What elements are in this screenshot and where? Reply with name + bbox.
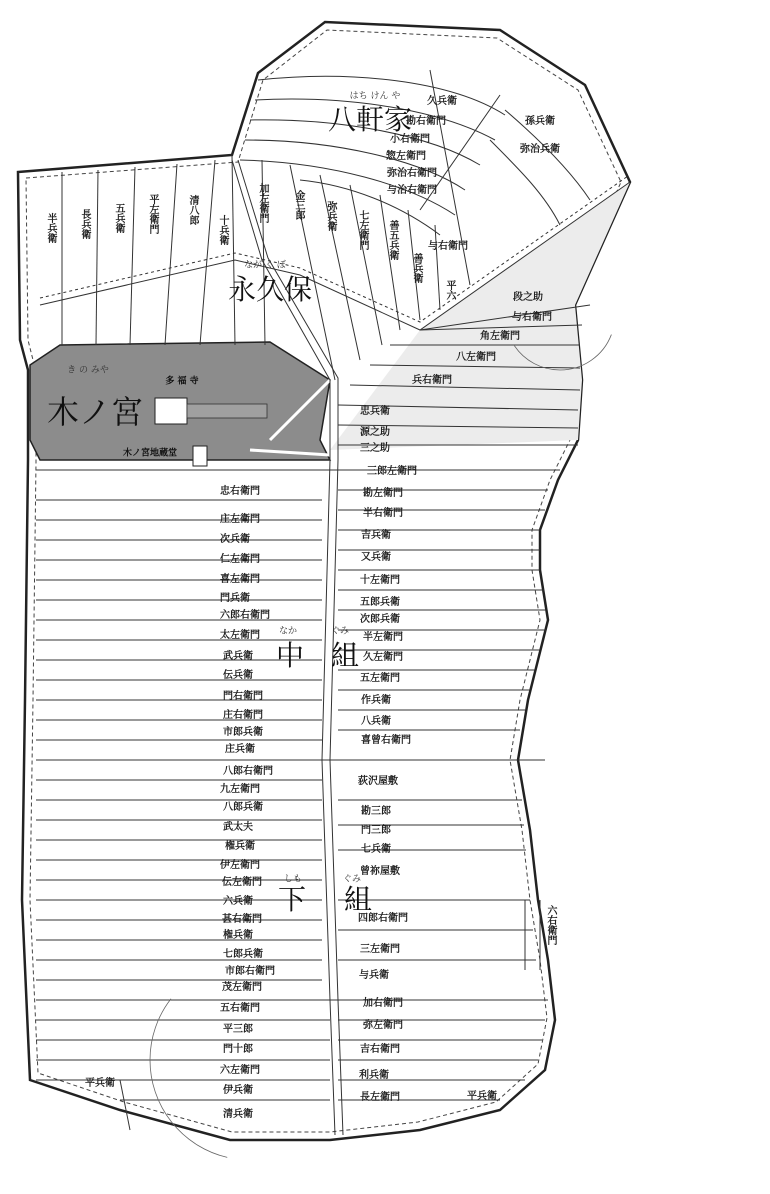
plot-label: 伝左衛門: [222, 877, 262, 888]
plot-label: 門十郎: [223, 1044, 253, 1055]
plot-label: 三郎左衛門: [367, 466, 417, 477]
plot-label: 惣左衛門: [386, 151, 426, 162]
plot-label: 伊兵衛: [223, 1085, 253, 1096]
plot-label: 又兵衛: [361, 552, 391, 563]
plot-label: 勘三郎: [361, 806, 391, 817]
plot-label: 久兵衛: [427, 96, 457, 107]
plot-label: 九左衛門: [220, 784, 260, 795]
plot-label: 十兵衛: [217, 215, 228, 245]
plot-label: 平兵衛: [85, 1078, 115, 1089]
plot-label: 八兵衛: [361, 716, 391, 727]
temple-grounds: [187, 404, 267, 418]
plot-label: 平左衛門: [147, 194, 158, 234]
plot-label: 伝兵衛: [223, 670, 253, 681]
jizo-hall-building: [193, 446, 207, 466]
plot-label: 七郎兵衛: [223, 949, 263, 960]
plot-label: 忠兵衛: [360, 406, 390, 417]
kinomiya-label: 木ノ宮: [46, 393, 144, 431]
plot-label: 吉右衛門: [360, 1044, 400, 1055]
plot-label: 久左衛門: [363, 652, 403, 663]
plot-label: 五兵衛: [113, 203, 124, 233]
nakagumi-label-2: 組: [330, 639, 360, 672]
plot-label: 権兵衛: [223, 930, 253, 941]
nakagumi-reading-1: なか: [278, 626, 298, 637]
plot-label: 六郎右衛門: [220, 610, 270, 621]
plot-label: 与治右衛門: [387, 185, 437, 196]
hachikenya-label: 八軒家: [327, 103, 413, 136]
plot-label: 長左衛門: [360, 1092, 400, 1103]
plot-label: 兵右衛門: [412, 375, 452, 386]
plot-label: 善兵衛: [411, 253, 422, 283]
plot-label: 清八郎: [187, 195, 198, 225]
plot-label: 庄兵衛: [225, 744, 255, 755]
plot-label: 八左衛門: [456, 352, 496, 363]
plot-label: 市郎兵衛: [223, 727, 263, 738]
plot-label: 市郎右衛門: [225, 966, 275, 977]
plot-label: 六右衛門: [545, 905, 556, 945]
plot-label: 孫兵衛: [525, 116, 555, 127]
plot-label: 作兵衛: [361, 695, 391, 706]
plot-label: 喜左衛門: [220, 574, 260, 585]
plot-label: 甚右衛門: [222, 914, 262, 925]
plot-label: 善五兵衛: [387, 220, 398, 260]
plot-label: 長兵衛: [79, 209, 90, 239]
plot-label: 五左衛門: [360, 673, 400, 684]
plot-label: 弥兵衛: [325, 201, 336, 231]
jizo-hall-label: 木ノ宮地蔵堂: [122, 448, 178, 459]
nakagumi-label-1: 中: [275, 639, 305, 672]
plot-label: 五右衛門: [220, 1003, 260, 1014]
plot-label: 与兵衛: [359, 970, 389, 981]
plot-label: 八郎兵衛: [223, 802, 263, 813]
plot-label: 武太夫: [223, 822, 253, 833]
plot-label: 忠右衛門: [220, 486, 260, 497]
plot-label: 清兵衛: [223, 1109, 253, 1120]
nakagumi-reading-2: ぐみ: [330, 626, 350, 637]
plot-label: 太左衛門: [220, 630, 260, 641]
plot-label: 弥治兵衛: [520, 144, 560, 155]
shimogumi-label-1: 下: [277, 883, 307, 916]
plot-label: 仁左衛門: [220, 554, 260, 565]
plot-label: 小右衛門: [390, 134, 430, 145]
nagakubo-label: 永久保: [227, 273, 313, 306]
plot-label: 半兵衛: [45, 213, 56, 243]
plot-label: 武兵衛: [223, 651, 253, 662]
plot-label: 半左衛門: [363, 632, 403, 643]
nagakubo-reading: なが く ぼ: [244, 260, 286, 271]
ogisawa-yashiki-label: 荻沢屋敷: [358, 776, 398, 787]
plot-label: 源之助: [360, 427, 390, 438]
plot-label: 茂左衛門: [222, 982, 262, 993]
plot-label: 与右衛門: [428, 241, 468, 252]
plot-label: 三之助: [360, 443, 390, 454]
kinomiya-reading: き の みや: [67, 365, 109, 376]
plot-label: 四郎右衛門: [358, 913, 408, 924]
plot-label: 三左衛門: [360, 944, 400, 955]
plot-label: 角左衛門: [480, 331, 520, 342]
plot-label: 加左衛門: [257, 183, 268, 223]
plot-label: 弥左衛門: [363, 1020, 403, 1031]
plot-label: 門右衛門: [223, 691, 263, 702]
plot-label: 平兵衛: [467, 1091, 497, 1102]
shimogumi-label-2: 組: [343, 883, 373, 916]
plot-label: 喜曾右衛門: [361, 735, 411, 746]
plot-label: 庄右衛門: [223, 710, 263, 721]
plot-label: 庄左衛門: [220, 514, 260, 525]
plot-label: 半右衛門: [363, 508, 403, 519]
plot-label: 弥治右衛門: [387, 168, 437, 179]
plot-label: 利兵衛: [359, 1070, 389, 1081]
plot-label: 段之助: [513, 292, 543, 303]
plot-label: 勘右衛門: [406, 116, 446, 127]
plot-label: 十左衛門: [360, 575, 400, 586]
plot-label: 門三郎: [361, 825, 391, 836]
temple-label: 多 福 寺: [165, 376, 199, 387]
village-boundary: [18, 22, 630, 1140]
plot-label: 次兵衛: [220, 534, 250, 545]
plot-label: 七左衛門: [357, 210, 368, 250]
plot-label: 門兵衛: [220, 593, 250, 604]
plot-label: 七兵衛: [361, 844, 391, 855]
plot-label: 平六: [444, 280, 455, 300]
sobire-yashiki-label: 曾祢屋敷: [360, 866, 400, 877]
plot-label: 勘左衛門: [363, 488, 403, 499]
plot-label: 平三郎: [223, 1024, 253, 1035]
plot-label: 伊左衛門: [220, 860, 260, 871]
plot-label: 金三郎: [293, 190, 304, 220]
plot-label: 五郎兵衛: [360, 597, 400, 608]
plot-label: 加右衛門: [363, 998, 403, 1009]
shimogumi-reading-2: ぐみ: [342, 874, 362, 885]
plot-label: 与右衛門: [512, 312, 552, 323]
plot-label: 権兵衛: [225, 841, 255, 852]
temple-building: [155, 398, 187, 424]
plot-label: 次郎兵衛: [360, 614, 400, 625]
plot-label: 八郎右衛門: [223, 766, 273, 777]
plot-label: 六兵衛: [223, 896, 253, 907]
shimogumi-reading-1: しも: [283, 874, 303, 885]
plot-label: 吉兵衛: [361, 530, 391, 541]
hachikenya-reading: はち けん や: [349, 91, 401, 102]
plot-label: 六左衛門: [220, 1065, 260, 1076]
